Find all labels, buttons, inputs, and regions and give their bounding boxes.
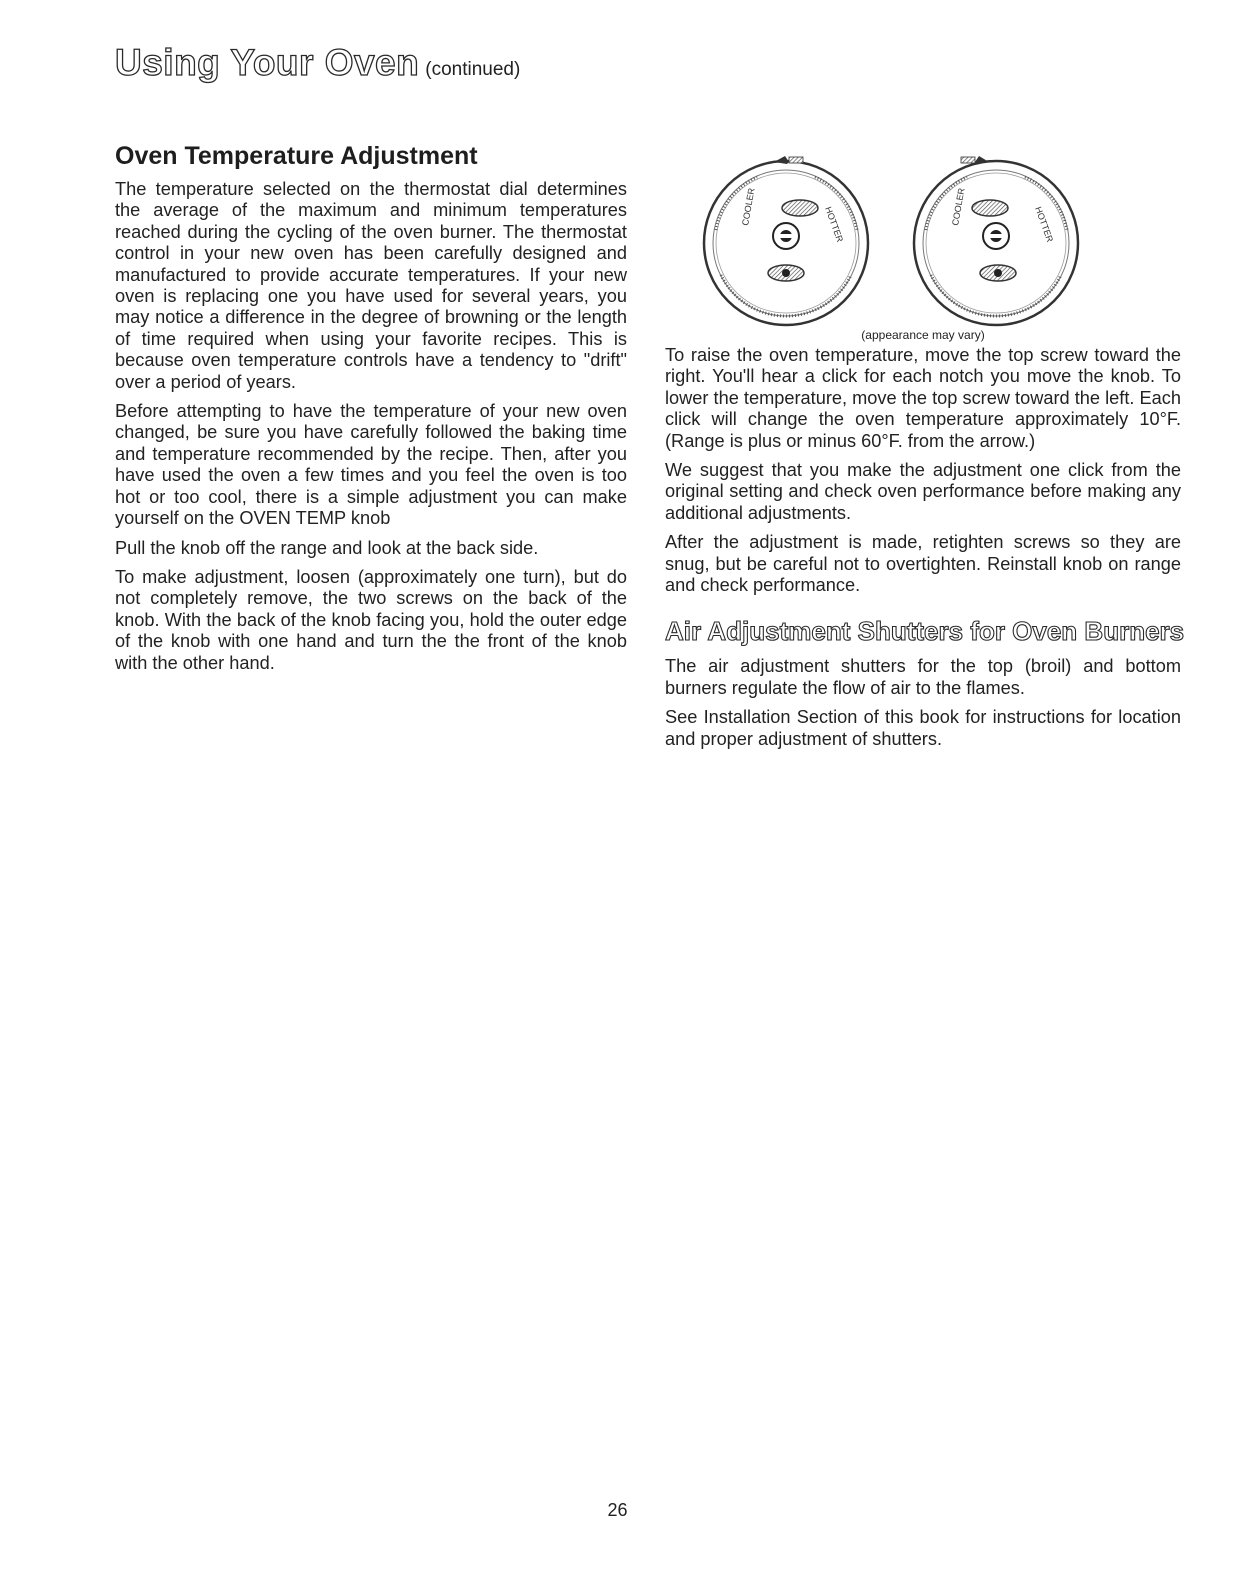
right-column (665, 150, 1185, 758)
knob-left (704, 156, 868, 325)
paragraph-see-installation: See Installation Section of this book for instructions for location and proper adjustment of shutters. (665, 707, 1181, 749)
page-number: 26 (607, 1500, 628, 1520)
page-title-suffix: (continued) (425, 59, 521, 80)
figure-caption: (appearance may vary) (861, 328, 985, 342)
paragraph-air-shutters: The air adjustment shutters for the top (broil) and bottom burners regulate the flow of air to the flames. (665, 656, 1181, 698)
knob-figure (665, 150, 1181, 345)
paragraph-retighten-screws: After the adjustment is made, retighten screws so they are snug, but be careful not to overtighten. Reinstall knob on range and check performance. (665, 532, 1181, 596)
left-column (115, 141, 627, 682)
paragraph-before-attempting: Before attempting to have the temperature of your new oven changed, be sure you have carefully followed the baking time and temperature recommended by the recipe. Then, after you have used the oven a few times and you feel the oven is too hot or too cool, there is a simple adjustment you can make yourself on the OVEN TEMP knob (115, 401, 627, 529)
section-heading-oven-temperature: Oven Temperature Adjustment (115, 142, 478, 170)
cooler-label-right: COOLER (950, 187, 967, 227)
paragraph-pull-knob: Pull the knob off the range and look at the back side. (115, 537, 539, 558)
hotter-label-right: HOTTER (1033, 205, 1056, 244)
section-heading-air-shutters: Air Adjustment Shutters for Oven Burners (665, 616, 1185, 647)
paragraph-thermostat: The temperature selected on the thermostat dial determines the average of the maximum and minimum temperatures reached during the cycling of the oven burner. The thermostat control in your new oven has been carefully designed and manufactured to provide accurate temperatures. If your new oven is replacing one you have used for several years, you may notice a difference in the degree of browning or the length of time required when using your favorite recipes. This is because oven temperature controls have a tendency to "drift" over a period of years. (115, 179, 627, 392)
cooler-label-left: COOLER (740, 187, 757, 227)
knob-diagrams (665, 150, 1181, 328)
knob-right (914, 156, 1078, 325)
page-title: Using Your Oven (115, 42, 420, 83)
paragraph-raise-temperature: To raise the oven temperature, move the top screw toward the right. You'll hear a click for each notch you move the knob. To lower the temperature, move the top screw toward the left. Each click will change the oven temperature approximately 10°F. (Range is plus or minus 60°F. from the arrow.) (665, 345, 1181, 451)
page-header (115, 42, 520, 84)
paragraph-suggest-one-click: We suggest that you make the adjustment one click from the original setting and check oven performance before making any additional adjustments. (665, 460, 1181, 523)
paragraph-make-adjustment: To make adjustment, loosen (approximately one turn), but do not completely remove, the two screws on the back of the knob. With the back of the knob facing you, hold the outer edge of the knob with one hand and turn the the front of the knob with the other hand. (115, 566, 627, 673)
hotter-label-left: HOTTER (823, 205, 846, 244)
